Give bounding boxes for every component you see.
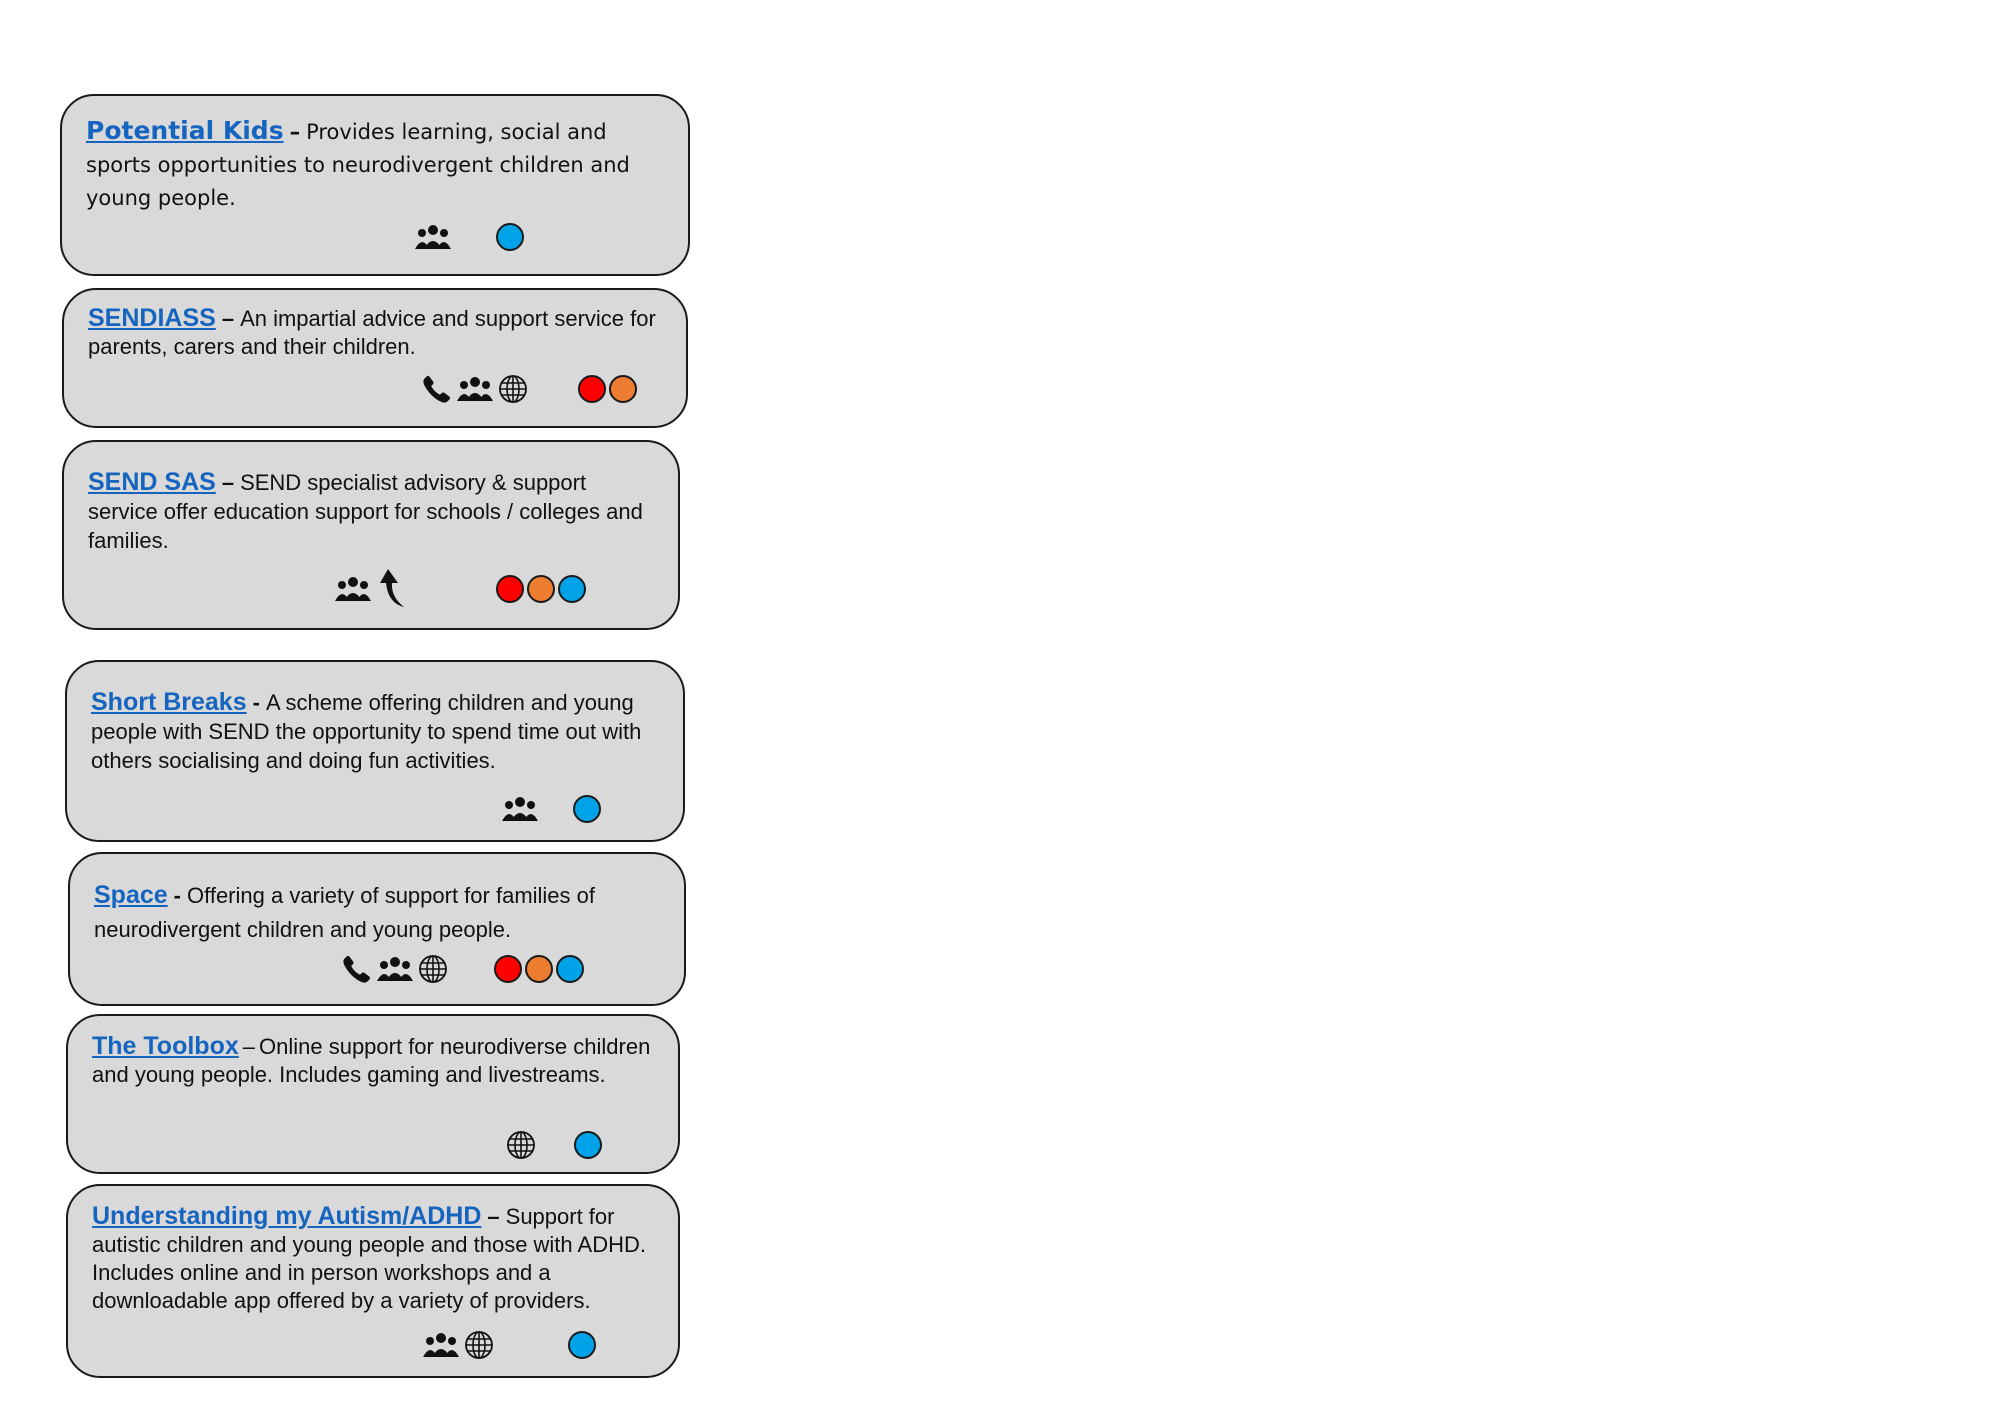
icon-row [334,566,589,612]
blue-dot [574,1131,602,1159]
card-description: Provides learning, social and sports opportunities to neurodivergent children and young people. [86,120,630,210]
separator: – [289,120,301,144]
card-understanding-my-autism-adhd [66,1184,680,1378]
icon-row [501,790,604,828]
phone-icon [418,370,456,408]
card-description: Offering a variety of support for families of neurodivergent children and young people. [94,883,595,942]
card-text [86,114,668,215]
icon-row [414,218,527,256]
link-short-breaks[interactable]: Short Breaks [91,688,247,716]
blue-dot [556,955,584,983]
icon-row [422,1326,599,1364]
orange-dot [525,955,553,983]
globe-icon [460,1326,498,1364]
link-the-toolbox[interactable]: The Toolbox [92,1032,239,1060]
link-space[interactable]: Space [94,881,168,909]
card-text [92,1032,658,1089]
red-dot [578,375,606,403]
separator: – [221,306,235,331]
icon-row [502,1126,605,1164]
link-sendiass[interactable]: SENDIASS [88,304,216,332]
blue-dot [568,1331,596,1359]
card-description: A scheme offering children and young people with SEND the opportunity to spend time out with others socialising and doing fun activities. [91,690,642,773]
red-dot [496,575,524,603]
group-icon [422,1326,460,1364]
blue-dot [573,795,601,823]
curved-arrow-icon [372,566,416,612]
card-the-toolbox [66,1014,680,1174]
card-short-breaks [65,660,685,842]
globe-icon [502,1126,540,1164]
card-potential-kids [60,94,690,276]
card-text [88,468,658,555]
separator: – [487,1204,500,1229]
icon-row [338,950,587,988]
link-send-sas[interactable]: SEND SAS [88,468,216,496]
separator: – [242,1034,255,1059]
card-send-sas [62,440,680,630]
card-text [88,304,666,361]
globe-icon [494,370,532,408]
separator: – [221,470,235,495]
card-sendiass [62,288,688,428]
group-icon [334,570,372,608]
card-space [68,852,686,1006]
group-icon [501,790,539,828]
blue-dot [558,575,586,603]
orange-dot [527,575,555,603]
card-description: Online support for neurodiverse children and young people. Includes gaming and livestreams. [92,1034,651,1087]
card-text [91,688,663,775]
separator: - [252,690,260,715]
separator: - [173,883,181,908]
red-dot [494,955,522,983]
orange-dot [609,375,637,403]
globe-icon [414,950,452,988]
group-icon [414,218,452,256]
link-understanding-my-autism-adhd[interactable]: Understanding my Autism/ADHD [92,1202,482,1230]
card-description: Support for autistic children and young people and those with ADHD. Includes online and in person workshops and a downloadable app offered by a variety of providers. [92,1204,647,1313]
link-potential-kids[interactable]: Potential Kids [86,116,284,145]
card-text [92,1202,658,1315]
blue-dot [496,223,524,251]
icon-row [418,370,640,408]
group-icon [376,950,414,988]
card-description: An impartial advice and support service for parents, carers and their children. [88,306,656,359]
card-text [94,878,664,947]
phone-icon [338,950,376,988]
group-icon [456,370,494,408]
card-description: SEND specialist advisory & support service offer education support for schools / colleges and families. [88,470,643,553]
